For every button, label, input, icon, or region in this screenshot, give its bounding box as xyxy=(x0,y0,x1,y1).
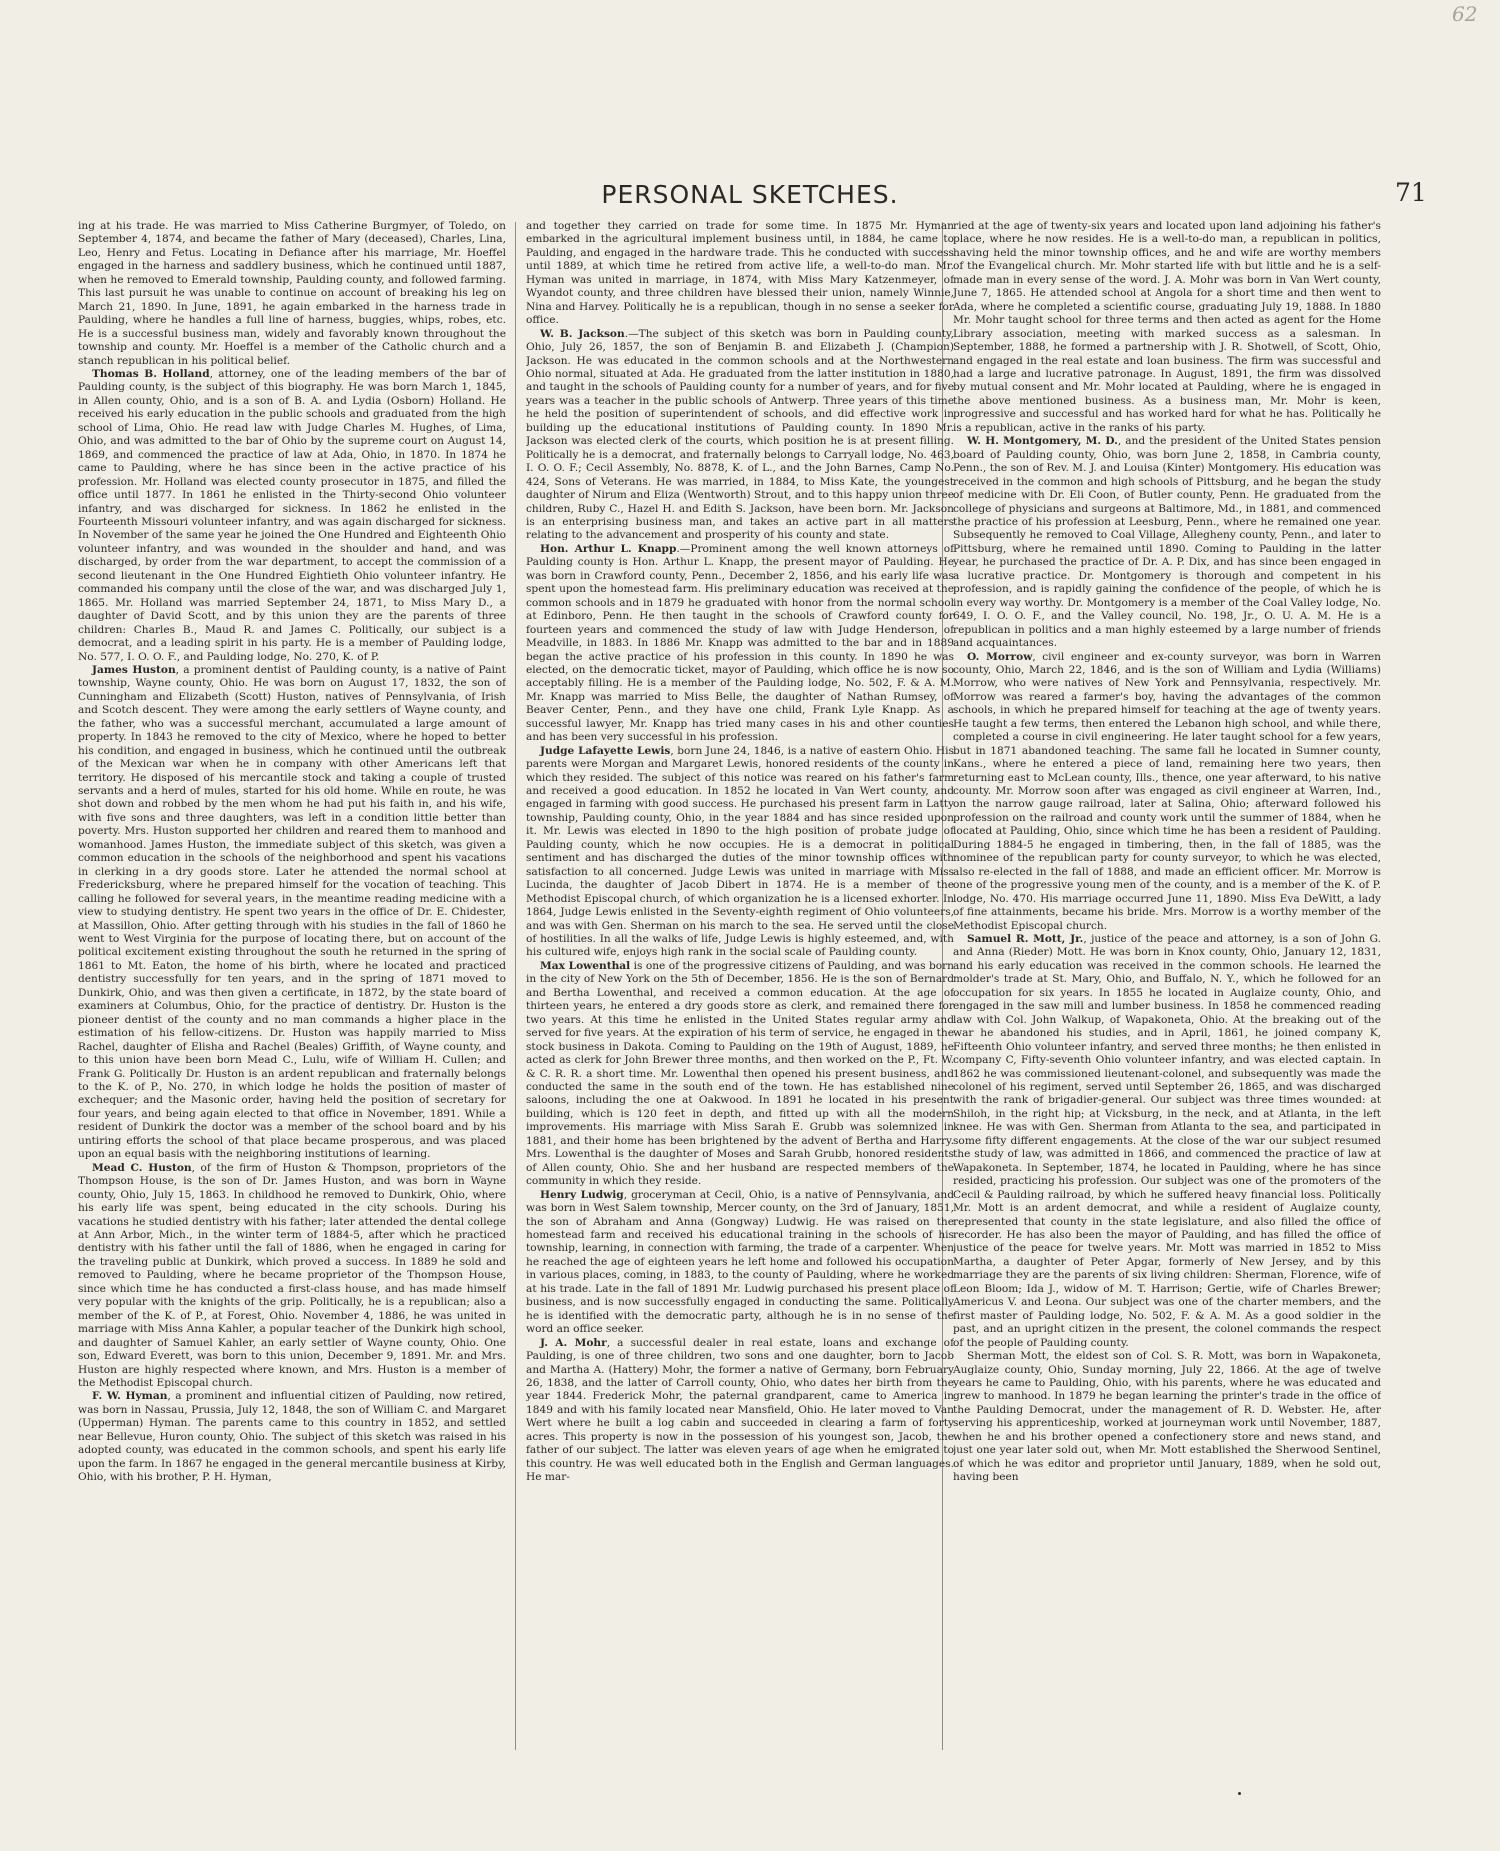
sketch-subject-name: W. H. Montgomery, M. D. xyxy=(967,435,1118,448)
text-column-1 xyxy=(78,220,506,1752)
sketch-subject-name: Henry Ludwig xyxy=(540,1188,624,1201)
sketch-subject-name: W. B. Jackson xyxy=(540,327,625,340)
sketch-paragraph xyxy=(78,1162,506,1391)
sketch-paragraph xyxy=(953,651,1381,934)
sketch-text: , a prominent and influential citizen of Paulding, now retired, was born in Nassau, Prussia, July 12, 1848, the son of William C. and Margaret (Upperman) Hyman. The parents came to this country in 1852, and settled near Bellevue, Huron county, Ohio. The subject of this sketch was raised in his adopted county, was educated in the common schools, and spent his early life upon the farm. In 1867 he engaged in the general mercantile business at Kirby, Ohio, with his brother, P. H. Hyman, xyxy=(78,1390,506,1484)
sketch-paragraph xyxy=(526,543,954,745)
sketch-text: , born June 24, 1846, is a native of eastern Ohio. His parents were Morgan and Margaret Lewis, honored residents of the county in which they resided. The subject of this notice was reared on his father's farm and received a good education. In 1852 he located in Van Wert county, and engaged in farming with good success. He purchased his present farm in Latty township, Paulding county, Ohio, in the year 1884 and has since resided upon it. Mr. Lewis was elected in 1890 to the high position of probate judge of Paulding county, which he now occupies. He is a democrat in political sentiment and has discharged the duties of the minor township offices with satisfaction to all concerned. Judge Lewis was united in marriage with Miss Lucinda, the daughter of Jacob Dibert in 1874. He is a member of the Methodist Episcopal church, of which organization he is a licensed exhorter. In 1864, Judge Lewis enlisted in the Seventy-eighth regiment of Ohio volunteers, and was with Gen. Sherman on his march to the sea. He served until the close of hostilities. In all the walks of life, Judge Lewis is highly esteemed, and, with his cultured wife, enjoys high rank in the social scale of Paulding county. xyxy=(526,744,954,959)
sketch-paragraph xyxy=(78,220,506,368)
sketch-text: , justice of the peace and attorney, is a son of John G. and Anna (Rieder) Mott. He was born in Knox county, Ohio, January 12, 1831, and his early education was received in the common schools. He learned the molder's trade at St. Mary, Ohio, and Buffalo, N. Y., which he followed for an occupation for six years. In 1855 he located in Auglaize county, Ohio, and engaged in the saw mill and lumber business. In 1858 he commenced reading law with Col. John Walkup, of Wapakoneta, Ohio. At the breaking out of the war he abandoned his studies, and in April, 1861, he joined company K, Fifteenth Ohio volunteer infantry, and served three months; he then enlisted in company C, Fifty-seventh Ohio volunteer infantry, and was elected captain. In 1862 he was commissioned lieutenant-colonel, and subsequently was made the colonel of his regiment, served until September 26, 1865, and was discharged with the rank of brigadier-general. Our subject was three times wounded: at Shiloh, in the right hip; at Vicksburg, in the neck, and at Atlanta, in the left knee. He was with Gen. Sherman from Atlanta to the sea, and participated in some fifty different engagements. At the close of the war our subject resumed the study of law, was admitted in 1866, and commenced the practice of law at Wapakoneta. In September, 1874, he located in Paulding, where he has since resided, practicing his profession. Our subject was one of the promoters of the Cecil & Paulding railroad, by which he suffered heavy financial loss. Politically Mr. Mott is an ardent democrat, and while a resident of Auglaize county, represented that county in the state legislature, and also filled the office of recorder. He has also been the mayor of Paulding, and has filled the office of justice of the peace for twelve years. Mr. Mott was married in 1852 to Miss Martha, a daughter of Peter Apgar, formerly of New Jersey, and by this marriage they are the parents of six living children: Sherman, Florence, wife of Leon Bloom; Ida J., widow of M. T. Harrison; Gertie, wife of Charles Brewer; Americus V. and Leona. Our subject was one of the charter members, and the first master of Paulding lodge, No. 502, F. & A. M. As a good soldier in the past, and an upright citizen in the present, the colonel commands the respect of the people of Paulding county. xyxy=(953,933,1381,1349)
sketch-text: ried at the age of twenty-six years and located upon land adjoining his father's place, where he now resides. He is a well-to-do man, a republican in politics, having held the minor township offices, and he and wife are worthy members of the Evangelical church. Mr. Mohr started life with but little and he is a self-made man in every sense of the word. J. A. Mohr was born in Van Wert county, June 7, 1865. He attended school at Angola for a short time and then went to Ada, where he completed a scientific course, graduating July 19, 1888. In 1880 Mr. Mohr taught school for three terms and then acted as agent for the Home Library association, meeting with marked success as a salesman. In September, 1888, he formed a partnership with J. R. Shotwell, of Scott, Ohio, and engaged in the real estate and loan business. The firm was successful and had a large and lucrative patronage. In August, 1891, the firm was dissolved by mutual consent and Mr. Mohr located at Paulding, where he is engaged in the above mentioned business. As a business man, Mr. Mohr is keen, progressive and successful and has worked hard for what he has. Politically he is a republican, active in the ranks of his party. xyxy=(953,220,1381,434)
sketch-subject-name: Hon. Arthur L. Knapp xyxy=(540,542,677,555)
sketch-subject-name: Samuel R. Mott, Jr. xyxy=(967,933,1084,946)
sketch-paragraph xyxy=(526,220,954,328)
sketch-subject-name: J. A. Mohr xyxy=(540,1336,607,1349)
sketch-subject-name: F. W. Hyman xyxy=(92,1390,168,1403)
margin-pencil-note: 62 xyxy=(1452,2,1478,26)
sketch-text: and together they carried on trade for some time. In 1875 Mr. Hyman embarked in the agricultural implement business until, in 1884, he came to Paulding, and engaged in the hardware trade. This he conducted with success until 1889, at which time he retired from active life, a well-to-do man. Mr. Hyman was united in marriage, in 1874, with Miss Mary Katzenmeyer, of Wyandot county, and three children have blessed their union, namely Winnie, Nina and Harvey. Politically he is a republican, though in no sense a seeker for office. xyxy=(526,220,954,327)
sketch-subject-name: James Huston xyxy=(92,663,176,676)
sketch-paragraph xyxy=(526,328,954,543)
page-title: PERSONAL SKETCHES. xyxy=(601,180,899,209)
page-number: 71 xyxy=(1395,178,1427,207)
sketch-paragraph xyxy=(78,1390,506,1484)
sketch-paragraph xyxy=(953,435,1381,650)
ink-speck xyxy=(1238,1792,1241,1795)
sketch-text: ing at his trade. He was married to Miss Catherine Burgmyer, of Toledo, on September 4, 1874, and became the father of Mary (deceased), Charles, Lina, Leo, Henry and Fetus. Locating in Defiance after his marriage, Mr. Hoeffel engaged in the harness and saddlery business, which he continued until 1887, when he removed to Emerald township, Paulding county, and followed farming. This last pursuit he was unable to continue on account of breaking his leg on March 21, 1890. In June, 1891, he again embarked in the harness trade in Paulding, where he handles a full line of harness, buggies, whips, robes, etc. He is a successful business man, widely and favorably known throughout the township and county. Mr. Hoeffel is a member of the Catholic church and a stanch republican in his political belief. xyxy=(78,220,506,367)
column-divider xyxy=(515,222,516,1750)
sketch-paragraph xyxy=(953,1350,1381,1485)
sketch-paragraph xyxy=(526,960,954,1189)
page-header xyxy=(0,180,1500,216)
sketch-paragraph xyxy=(526,1189,954,1337)
text-column-2 xyxy=(526,220,954,1752)
sketch-paragraph xyxy=(953,220,1381,435)
sketch-text: Sherman Mott, the eldest son of Col. S. R. Mott, was born in Wapakoneta, Auglaize county, Ohio, Sunday morning, July 22, 1866. At the age of twelve years he came to Paulding, Ohio, with his parents, where he was educated and grew to manhood. In 1879 he began learning the printer's trade in the office of the Paulding Democrat, under the management of R. D. Webster. He, after serving his apprenticeship, worked at journeyman work until November, 1887, when he and his brother opened a confectionery store and news stand, and just one year later sold out, when Mr. Mott established the Sherwood Sentinel, of which he was editor and proprietor until January, 1889, when he sold out, having been xyxy=(953,1350,1381,1484)
sketch-subject-name: Thomas B. Holland xyxy=(92,367,210,380)
sketch-subject-name: Mead C. Huston xyxy=(92,1161,192,1174)
sketch-paragraph xyxy=(78,664,506,1162)
text-column-3 xyxy=(953,220,1381,1752)
sketch-text: , and the president of the United States pension board of Paulding county, Ohio, was born June 2, 1858, in Cambria county, Penn., the son of Rev. M. J. and Louisa (Kinter) Montgomery. His education was received in the common and high schools of Pittsburg, and he began the study of medicine with Dr. Eli Coon, of Butler county, Penn. He graduated from the college of physicians and surgeons at Baltimore, Md., in 1881, and commenced the practice of his profession at Leesburg, Penn., where he remained one year. Subsequently he removed to Coal Village, Allegheny county, Penn., and later to Pittsburg, where he remained until 1890. Coming to Paulding in the latter year, he purchased the practice of Dr. A. P. Dix, and has since been engaged in a lucrative practice. Dr. Montgomery is thorough and competent in his profession, and is rapidly gaining the confidence of the people, of which he is in every way worthy. Dr. Montgomery is a member of the Coal Valley lodge, No. 649, I. O. O. F., and the Valley council, No. 198, Jr., O. U. A. M. He is a republican in politics and a man highly esteemed by a large number of friends and acquaintances. xyxy=(953,435,1381,650)
sketch-text: , of the firm of Huston & Thompson, proprietors of the Thompson House, is the son of Dr. James Huston, and was born in Wayne county, Ohio, July 15, 1863. In childhood he removed to Dunkirk, Ohio, where his early life was spent, being educated in the city schools. During his vacations he studied dentistry with his father; later attended the dental college at Ann Arbor, Mich., in the winter term of 1884-5, after which he practiced dentistry with his father until the fall of 1886, when he engaged in caring for the traveling public at Dunkirk, which proved a success. In 1889 he sold and removed to Paulding, where he became proprietor of the Thompson House, since which time he has conducted a first-class house, and has made himself very popular with the knights of the grip. Politically, he is a republican; also a member of the K. of P., at Forest, Ohio. November 4, 1886, he was united in marriage with Miss Anna Kahler, a popular teacher of the Dunkirk high school, and daughter of Samuel Kahler, an early settler of Wayne county, Ohio. One son, Edward Everett, was born to this union, December 9, 1891. Mr. and Mrs. Huston are highly respected where known, and Mrs. Huston is a member of the Methodist Episcopal church. xyxy=(78,1161,506,1389)
sketch-paragraph xyxy=(526,745,954,960)
sketch-subject-name: Max Lowenthal xyxy=(540,959,631,972)
sketch-paragraph xyxy=(953,933,1381,1350)
sketch-text: .—The subject of this sketch was born in Paulding county, Ohio, July 26, 1857, the son of Benjamin B. and Elizabeth J. (Champion) Jackson. He was educated in the common schools and at the Northwestern Ohio normal, situated at Ada. He graduated from the latter institution in 1880, and taught in the schools of Paulding county for a number of years, and for five years was a teacher in the public schools of Antwerp. Three years of this time he held the position of superintendent of schools, and did effective work in building up the educational institutions of Paulding county. In 1890 Mr. Jackson was elected clerk of the courts, which position he is at present filling. Politically he is a democrat, and fraternally belongs to Carryall lodge, No. 463, I. O. O. F.; Cecil Assembly, No. 8878, K. of L., and the John Barnes, Camp No. 424, Sons of Veterans. He was married, in 1884, to Miss Kate, the youngest daughter of Nirum and Eliza (Wentworth) Strout, and to this happy union three children, Ruby C., Hazel H. and Edith S. Jackson, have been born. Mr. Jackson is an enterprising business man, and takes an active part in all matters relating to the advancement and prosperity of his county and state. xyxy=(526,327,954,542)
sketch-text: , a prominent dentist of Paulding county, is a native of Paint township, Wayne county, Ohio. He was born on August 17, 1832, the son of Cunningham and Elizabeth (Scott) Huston, natives of Pennsylvania, of Irish and Scotch descent. They were among the early settlers of Wayne county, and the father, who was a successful merchant, accumulated a large amount of property. In 1843 he removed to the city of Mexico, where he hoped to better his condition, and engaged in business, which he continued until the outbreak of the Mexican war when he in company with other Americans left that territory. He disposed of his mercantile stock and taking a couple of trusted servants and a herd of mules, started for his old home. While en route, he was shot down and robbed by the men whom he had put his faith in, and his wife, with five sons and three daughters, was left in a condition little better than poverty. Mrs. Huston supported her children and reared them to manhood and womanhood. James Huston, the immediate subject of this sketch, was given a common education in the schools of the neighborhood and spent his vacations in clerking in a dry goods store. Later he attended the normal school at Fredericksburg, where he prepared himself for the vocation of teaching. This calling he followed for several years, in the meantime reading medicine with a view to studying dentistry. He spent two years in the office of Dr. E. Chidester, at Massillon, Ohio. After getting through with his studies in the fall of 1860 he went to West Virginia for the purpose of locating there, but on account of the political excitement existing throughout the south he returned in the spring of 1861 to Mt. Eaton, the home of his birth, where he located and practiced dentistry successfully for ten years, and in the spring of 1871 moved to Dunkirk, Ohio, and was then given a certificate, in 1872, by the state board of examiners at Columbus, Ohio, for the practice of dentistry. Dr. Huston is the pioneer dentist of the county and no man commands a higher place in the estimation of his fellow-citizens. Dr. Huston was happily married to Miss Rachel, daughter of Elisha and Rachel (Beales) Griffith, of Wayne county, and to this union have been born Mead C., Lulu, wife of William H. Cullen; and Frank G. Politically Dr. Huston is an ardent republican and fraternally belongs to the K. of P., No. 270, in which lodge he holds the position of master of exchequer; and the Masonic order, having held the position of secretary for four years, and being again elected to that office in November, 1891. While a resident of Dunkirk the doctor was a member of the school board and by his untiring efforts the school of that place became prosperous, and was placed upon an equal basis with the neighboring institutions of learning. xyxy=(78,663,506,1161)
sketch-text: .—Prominent among the well known attorneys of Paulding county is Hon. Arthur L. Knapp, the present mayor of Paulding. He was born in Crawford county, Penn., December 2, 1856, and his early life was spent upon the homestead farm. His preliminary education was received at the common schools and in 1879 he graduated with honor from the normal school at Edinboro, Penn. He then taught in the schools of Crawford county for fourteen years and commenced the study of law with Judge Henderson, of Meadville, in 1883. In 1886 Mr. Knapp was admitted to the bar and in 1889 began the active practice of his profession in this county. In 1890 he was elected, on the democratic ticket, mayor of Paulding, which office he is now so acceptably filling. He is a member of the Paulding lodge, No. 502, F. & A. M. Mr. Knapp was married to Miss Belle, the daughter of Nathan Rumsey, of Beaver Center, Penn., and they have one child, Frank Lyle Knapp. As a successful lawyer, Mr. Knapp has tried many cases in his and other counties and has been very successful in his profession. xyxy=(526,542,954,744)
sketch-paragraph xyxy=(78,368,506,664)
sketch-text: is one of the progressive citizens of Paulding, and was born in the city of New York on the 5th of December, 1856. He is the son of Bernard and Bertha Lowenthal, and received a common education. At the age of thirteen years, he entered a dry goods store as clerk, and remained there for two years. At this time he enlisted in the United States regular army and served for five years. At the expiration of his term of service, he engaged in the stock business in Dakota. Coming to Paulding on the 19th of August, 1889, he acted as clerk for John Brewer three months, and then worked on the P., Ft. W. & C. R. R. a short time. Mr. Lowenthal then opened his present business, and conducted the same in the south end of the town. He has established nine saloons, including the one at Oakwood. In 1891 he located in his present building, which is 120 feet in depth, and fitted up with all the modern improvements. His marriage with Miss Sarah E. Grubb was solemnized in 1881, and their home has been brightened by the advent of Bertha and Harry. Mrs. Lowenthal is the daughter of Moses and Sarah Grubb, honored residents of Allen county, Ohio. She and her husband are respected members of the community in which they reside. xyxy=(526,959,954,1188)
sketch-text: , attorney, one of the leading members of the bar of Paulding county, is the subject of this biography. He was born March 1, 1845, in Allen county, Ohio, and is a son of B. A. and Lydia (Osborn) Holland. He received his early education in the public schools and graduated from the high school of Lima, Ohio. He read law with Judge Charles M. Hughes, of Lima, Ohio, and was admitted to the bar of Ohio by the supreme court on August 14, 1869, and commenced the practice of law at Ada, Ohio, in 1870. In 1874 he came to Paulding, where he has since been in the active practice of his profession. Mr. Holland was elected county prosecutor in 1875, and filled the office until 1877. In 1861 he enlisted in the Thirty-second Ohio volunteer infantry, and was discharged for sickness. In 1862 he enlisted in the Fourteenth Missouri volunteer infantry, and was again discharged for sickness. In November of the same year he joined the One Hundred and Eighteenth Ohio volunteer infantry, and was wounded in the shoulder and hand, and was discharged, by order from the war department, to accept the commission of a second lieutenant in the One Hundred Eightieth Ohio volunteer infantry. He commanded his company until the close of the war, and was discharged July 1, 1865. Mr. Holland was married September 24, 1871, to Miss Mary D., a daughter of David Scott, and by this union they are the parents of three children: Charles B., Maud R. and James C. Politically, our subject is a democrat, and a leading spirit in his party. He is a member of Paulding lodge, No. 577, I. O. O. F., and Paulding lodge, No. 270, K. of P. xyxy=(78,367,506,663)
sketch-subject-name: Judge Lafayette Lewis xyxy=(540,744,671,757)
sketch-text: , groceryman at Cecil, Ohio, is a native of Pennsylvania, and was born in West Salem township, Mercer county, on the 3rd of January, 1851, the son of Abraham and Anna (Gongway) Ludwig. He was raised on the homestead farm and received his educational training in the schools of his township, learning, in connection with farming, the trade of a carpenter. When he reached the age of eighteen years he left home and followed his occupation in various places, coming, in 1883, to the county of Paulding, where he worked at his trade. Late in the fall of 1891 Mr. Ludwig purchased his present place of business, and is now successfully engaged in conducting the same. Politically he is identified with the democratic party, although he is in no sense of the word an office seeker. xyxy=(526,1188,954,1336)
sketch-text: , a successful dealer in real estate, loans and exchange of Paulding, is one of three children, two sons and one daughter, born to Jacob and Martha A. (Hattery) Mohr, the former a native of Germany, born February 26, 1838, and the latter of Carroll county, Ohio, who dates her birth from the year 1844. Frederick Mohr, the paternal grandparent, came to America in 1849 and with his family located near Mansfield, Ohio. He later moved to Van Wert where he built a log cabin and succeeded in clearing a farm of forty acres. This property is now in the possession of his youngest son, Jacob, the father of our subject. The latter was eleven years of age when he emigrated to this country. He was well educated both in the English and German languages. He mar- xyxy=(526,1336,954,1484)
sketch-subject-name: O. Morrow xyxy=(967,650,1033,663)
sketch-text: , civil engineer and ex-county surveyor, was born in Warren county, Ohio, March 22, 1846, and is the son of William and Lydia (Williams) Morrow, who were natives of New York and Pennsylvania, respectively. Mr. Morrow was reared a farmer's boy, having the advantages of the common schools, in which he prepared himself for teaching at the age of twenty years. He taught a few terms, then entered the Lebanon high school, and while there, completed a course in civil engineering. He later taught school for a few years, but in 1871 abandoned teaching. The same fall he located in Sumner county, Kans., where he entered a piece of land, remaining here two years, then returning east to McLean county, Ills., thence, one year afterward, to his native county. Mr. Morrow soon after was engaged as civil engineer at Warren, Ind., on the narrow gauge railroad, later at Salina, Ohio; afterward followed his profession on the railroad and county work until the summer of 1884, when he located at Paulding, Ohio, since which time he has been a resident of Paulding. During 1884-5 he engaged in timbering, then, in the fall of 1885, was the nominee of the republican party for county surveyor, to which he was elected, also re-elected in the fall of 1888, and made an efficient officer. Mr. Morrow is one of the progressive young men of the county, and is a member of the K. of P. lodge, No. 470. His marriage occurred June 11, 1890. Miss Eva DeWitt, a lady of fine attainments, became his bride. Mrs. Morrow is a worthy member of the Methodist Episcopal church. xyxy=(953,650,1381,932)
sketch-paragraph xyxy=(526,1337,954,1485)
